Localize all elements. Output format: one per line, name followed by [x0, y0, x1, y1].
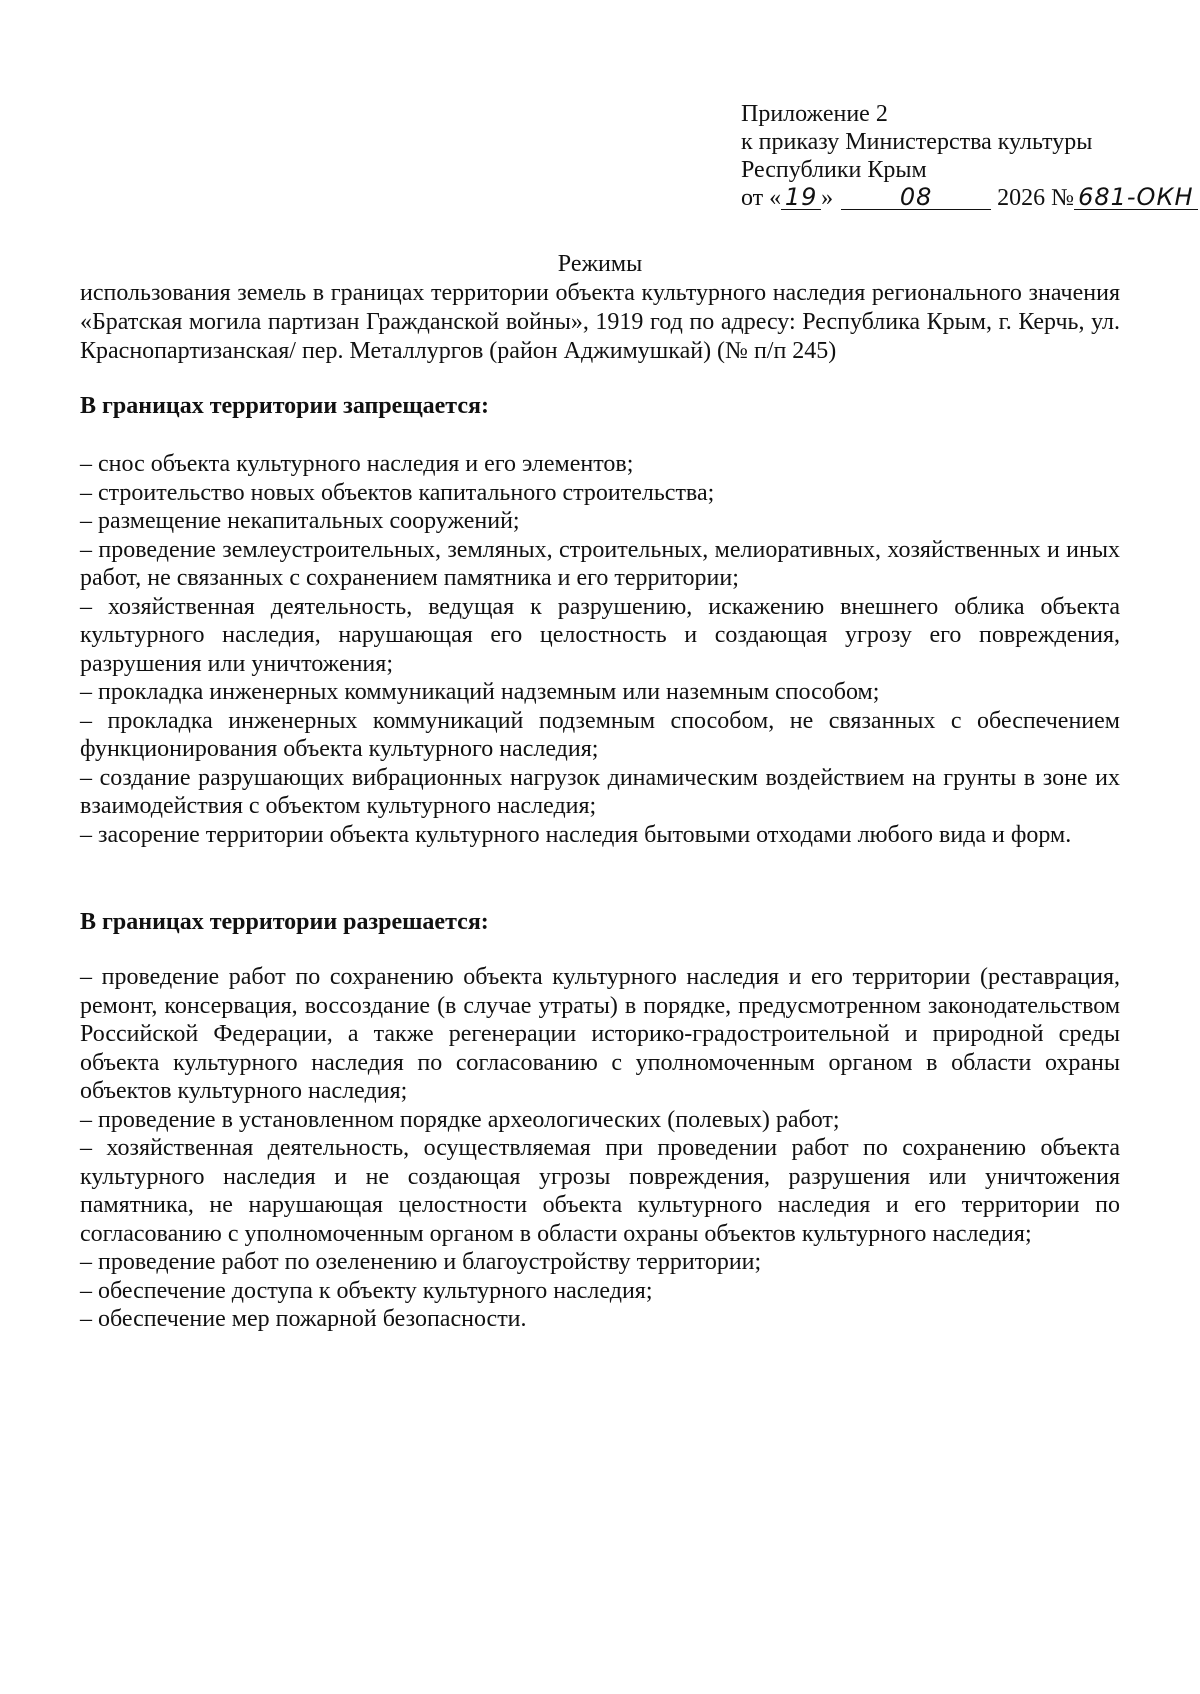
list-item: – проведение в установленном порядке археологических (полевых) работ;: [80, 1106, 840, 1133]
prohibited-heading: В границах территории запрещается:: [80, 393, 489, 419]
list-item: – обеспечение мер пожарной безопасности.: [80, 1306, 527, 1332]
list-item: – снос объекта культурного наследия и его элементов;: [80, 451, 634, 477]
handwritten-order-number: 681-ОКН: [1074, 185, 1198, 210]
list-item: – прокладка инженерных коммуникаций надземным или наземным способом;: [80, 679, 880, 705]
appendix-line-1: Приложение 2: [741, 101, 888, 127]
list-item: – обеспечение доступа к объекту культурного наследия;: [80, 1277, 653, 1304]
list-item: – хозяйственная деятельность, ведущая к разрушению, искажению внешнего облика объекта культурного наследия, нарушающая его целостность и создающая угрозу его повреждения, разрушения или уничтожения;: [80, 593, 1120, 677]
appendix-header: [741, 100, 1194, 212]
list-item: – создание разрушающих вибрационных нагрузок динамическим воздействием на грунты в зоне их взаимодействия с объектом культурного наследия;: [80, 764, 1120, 819]
document-title: Режимы: [557, 251, 643, 277]
appendix-line-3: Республики Крым: [741, 157, 927, 183]
permitted-heading: В границах территории разрешается:: [80, 909, 489, 935]
handwritten-day: 19: [781, 185, 821, 210]
list-item: – засорение территории объекта культурного наследия бытовыми отходами любого вида и форм.: [80, 821, 1072, 848]
date-prefix: от «: [741, 185, 782, 211]
appendix-line-2: к приказу Министерства культуры: [741, 129, 1093, 155]
list-item: – проведение работ по озеленению и благоустройству территории;: [80, 1249, 762, 1275]
list-item: – проведение работ по сохранению объекта культурного наследия и его территории (реставрация, ремонт, консервация, воссоздание (в случае утраты) в порядке, предусмотренном законодательством Российской Федерации, а также регенерации историко-градостроительной и природной среды объекта культурного наследия по согласованию с уполномоченным органом в области охраны объектов культурного наследия;: [80, 964, 1120, 1104]
handwritten-month: 08: [841, 185, 991, 210]
list-item: – хозяйственная деятельность, осуществляемая при проведении работ по сохранению объекта культурного наследия и не создающая угрозы повреждения, разрушения или уничтожения памятника, не нарушающая целостности объекта культурного наследия и его территории по согласованию с уполномоченным органом в области охраны объектов культурного наследия;: [80, 1135, 1120, 1247]
prohibited-list: [80, 450, 1120, 849]
document-subtitle: использования земель в границах территории объекта культурного наследия регионального значения «Братская могила партизан Гражданской войны», 1919 год по адресу: Республика Крым, г. Керчь, ул. Краснопартизанская/ пер. Металлургов (район Аджимушкай) (№ п/п 245): [80, 280, 1120, 364]
list-item: – прокладка инженерных коммуникаций подземным способом, не связанных с обеспечением функционирования объекта культурного наследия;: [80, 707, 1120, 762]
date-day-close: »: [821, 185, 834, 211]
list-item: – размещение некапитальных сооружений;: [80, 508, 520, 534]
list-item: – строительство новых объектов капитального строительства;: [80, 479, 715, 506]
list-item: – проведение землеустроительных, земляных, строительных, мелиоративных, хозяйственных и иных работ, не связанных с сохранением памятника и его территории;: [80, 536, 1120, 591]
date-year: 2026 №: [997, 185, 1075, 211]
appendix-date-line: [741, 183, 1194, 212]
permitted-list: [80, 963, 1120, 1334]
